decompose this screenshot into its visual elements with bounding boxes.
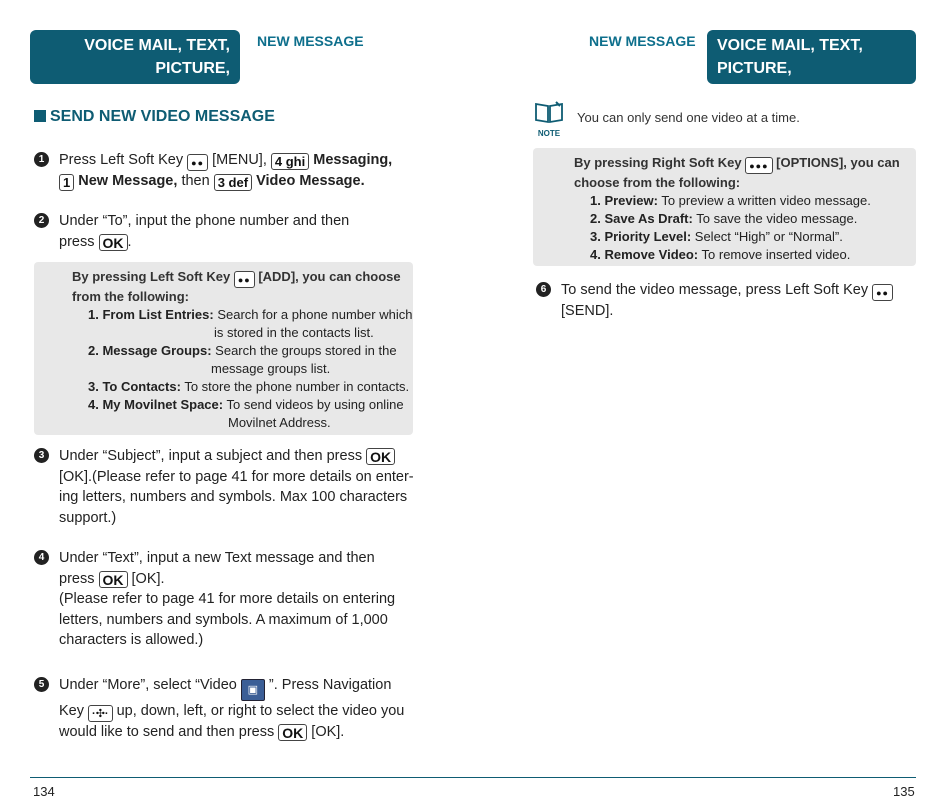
option-text-cont: message groups list. [211,361,331,376]
step-text: New Message, [78,173,178,189]
right-soft-key-icon: ●●● [745,157,772,174]
option-item [574,246,916,264]
option-text: To store the phone number in contacts. [184,379,410,394]
step-5 [34,675,424,743]
step-3 [34,446,424,528]
option-item [72,306,413,342]
header-line1: VOICE MAIL, TEXT, PICTURE, [717,37,863,77]
section-title [34,108,275,126]
page-number-right: 135 [893,784,915,799]
option-label: 1. Preview: [590,193,658,208]
left-soft-key-icon: ●● [234,271,255,288]
step-text: letters, numbers and symbols. A maximum of 1,000 [59,611,388,628]
step-4 [34,548,424,651]
section-title-text: SEND NEW VIDEO MESSAGE [50,108,275,125]
option-text: To preview a written video message. [661,193,871,208]
step-1 [34,150,424,192]
step-6 [536,280,916,322]
footer-divider [30,777,916,778]
step-text: characters is allowed.) [59,632,204,648]
step-number: 4 [34,550,49,565]
note-text: You can only send one video at a time. [577,110,800,125]
step-text: up, down, left, or right to select the video you [116,703,405,719]
box-lead-text: [OPTIONS], you can [776,155,900,170]
step-text: [MENU], [212,152,267,168]
option-item [72,378,413,396]
option-label: 2. Message Groups: [88,343,212,358]
right-subheader: NEW MESSAGE [589,33,696,49]
step-text: To send the video message, press Left Soft Key [561,282,869,298]
step-text: Key [59,703,84,719]
options-box [533,148,916,266]
left-soft-key-icon: ●● [187,154,208,171]
step-text: press [59,233,95,250]
step-2 [34,211,424,252]
step-text: Under “To”, input the phone number and then [59,213,350,229]
option-text: Search for a phone number which [217,307,413,322]
step-text: Messaging, [313,152,393,168]
step-text: [OK]. [311,724,345,740]
step-text: (Please refer to page 41 for more details on entering [59,591,396,607]
ok-key-icon: OK [278,724,307,741]
header-line1: VOICE MAIL, TEXT, PICTURE, [84,37,230,77]
step-text: Video Message. [256,173,365,189]
option-text-cont: is stored in the contacts list. [214,325,374,340]
option-text: Search the groups stored in the [215,343,397,358]
step-text: ing letters, numbers and symbols. Max 100 characters [59,489,408,505]
option-label: 1. From List Entries: [88,307,214,322]
step-text: then [181,173,210,189]
header-line2: VIDEO MESSAGING [77,83,230,100]
step-text: [SEND]. [561,303,614,319]
box-lead-text: from the following: [72,289,189,304]
left-soft-key-icon: ●● [872,284,893,301]
key-3-icon: 3 def [214,174,252,191]
left-section-header [30,30,240,100]
box-lead-text: [ADD], you can choose [258,269,401,284]
right-section-header [707,30,916,100]
ok-key-icon: OK [99,571,128,588]
box-lead-text: choose from the following: [574,175,741,190]
ok-key-icon: OK [366,448,395,465]
step-text: would like to send and then press [59,724,275,740]
step-text: press [59,570,95,587]
step-text: [OK].(Please refer to page 41 for more details on enter- [59,468,414,485]
option-item [574,228,916,246]
step-number: 5 [34,677,49,692]
ok-key-icon: OK [99,234,128,251]
navigation-key-icon: ·✣· [88,705,113,722]
step-text: Under “Subject”, input a subject and then press [59,448,363,464]
option-item [72,342,413,378]
option-item [72,396,413,432]
option-label: 3. To Contacts: [88,379,181,394]
box-lead-text: By pressing Left Soft Key [72,269,231,284]
note-label: NOTE [537,129,561,138]
option-text: To send videos by using online [226,397,404,412]
option-label: 4. Remove Video: [590,247,699,262]
key-4-icon: 4 ghi [271,153,309,170]
step-text: . [127,233,132,250]
option-item [574,192,916,210]
step-text: ”. Press Navigation [268,677,392,693]
option-item [574,210,916,228]
option-label: 2. Save As Draft: [590,211,693,226]
step-text: Press Left Soft Key [59,152,184,168]
step-number: 2 [34,213,49,228]
option-text: To remove inserted video. [701,247,851,262]
add-options-box [34,262,413,435]
box-lead-text: By pressing Right Soft Key [574,155,742,170]
box-lead [72,268,413,306]
page-number-left: 134 [33,784,55,799]
step-text: Under “Text”, input a new Text message and then [59,550,375,566]
box-lead [574,154,916,192]
note-book-icon [533,100,565,138]
option-text: To save the video message. [696,211,858,226]
step-number: 6 [536,282,551,297]
step-text: [OK]. [131,570,165,587]
video-icon: ▣ [241,679,265,701]
option-text-cont: Movilnet Address. [228,415,331,430]
square-bullet-icon [34,110,46,122]
step-text: support.) [59,509,117,526]
key-1-icon: 1 [59,174,74,191]
option-text: Select “High” or “Normal”. [694,229,843,244]
option-label: 4. My Movilnet Space: [88,397,224,412]
step-text: Under “More”, select “Video [59,677,237,693]
left-subheader: NEW MESSAGE [257,33,364,49]
option-label: 3. Priority Level: [590,229,692,244]
step-number: 1 [34,152,49,167]
step-number: 3 [34,448,49,463]
header-line2: VIDEO MESSAGING [717,83,870,100]
